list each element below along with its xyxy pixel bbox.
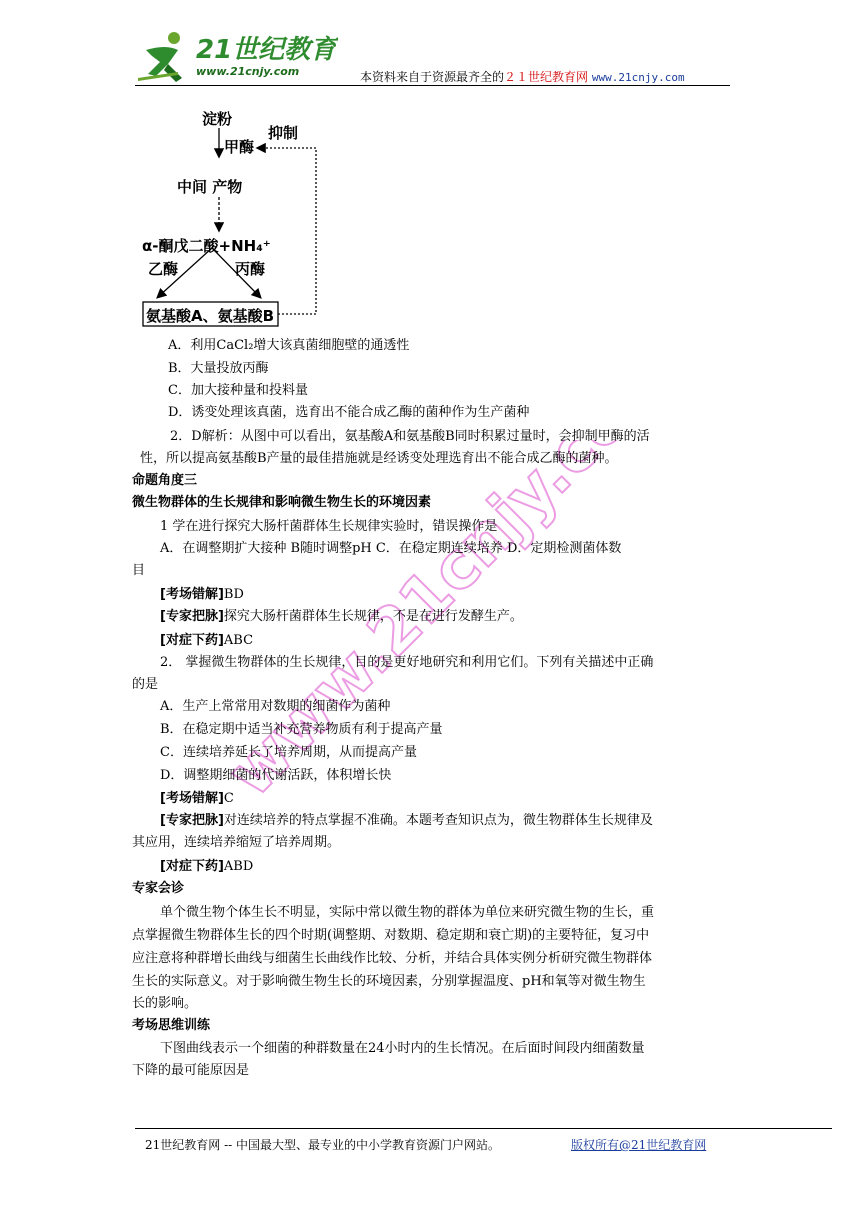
label-starch: 淀粉 — [202, 110, 233, 128]
text-line: B．在稳定期中适当补充营养物质有利于提高产量 — [160, 722, 443, 737]
footer-divider — [135, 1128, 832, 1129]
section-text: ABD — [223, 859, 254, 874]
text-line: 其应用，连续培养缩短了培养周期。 — [132, 835, 341, 850]
text-line: A．利用CaCl₂增大该真菌细胞壁的通透性 — [168, 338, 410, 353]
text-line: 2． 掌握微生物群体的生长规律，目的是更好地研究和利用它们。下列有关描述中正确 — [160, 655, 654, 670]
logo-url: www.21cnjy.com — [196, 65, 300, 78]
text-line: 长的影响。 — [132, 996, 198, 1011]
text-line: 下降的最可能原因是 — [132, 1063, 250, 1078]
text-line: 点掌握微生物群体生长的四个时期(调整期、对数期、稳定期和衰亡期)的主要特征，复习中 — [132, 928, 650, 943]
text-line: C．加大接种量和投料量 — [168, 383, 308, 398]
text-line — [160, 858, 253, 876]
section-label: [专家把脉] — [160, 609, 224, 624]
text-line: 应注意将种群增长曲线与细菌生长曲线作比较、分析，并结合具体实例分析研究微生物群体 — [132, 951, 653, 966]
section-label: [对症下药] — [160, 859, 224, 874]
text-line — [160, 586, 244, 604]
text-line: 生长的实际意义。对于影响微生物生长的环境因素，分别掌握温度、pH和氧等对微生物生 — [132, 974, 646, 989]
text-line — [160, 790, 234, 808]
text-line: A．生产上常常用对数期的细菌作为菌种 — [160, 699, 391, 714]
text-line: C．连续培养延长了培养周期，从而提高产量 — [160, 745, 417, 760]
label-inhibit: 抑制 — [268, 124, 299, 142]
section-label: [考场错解] — [160, 791, 224, 806]
label-enzyme-a: 甲酶 — [224, 138, 255, 156]
section-text: ABC — [223, 633, 254, 648]
section-label: [对症下药] — [160, 633, 224, 648]
text-line: D．调整期细菌的代谢活跃，体积增长快 — [160, 768, 392, 783]
section-label: [专家把脉] — [160, 813, 224, 828]
label-keto-acid: α-酮戊二酸+NH₄⁺ — [142, 237, 271, 255]
watermark-text: www.21cnjy.com — [215, 440, 635, 810]
label-enzyme-c: 丙酶 — [235, 260, 266, 278]
logo-text: 21世纪教育 — [196, 35, 337, 65]
text-line — [160, 608, 523, 626]
text-line: 1 学在进行探究大肠杆菌群体生长规律实验时，错误操作是 — [160, 519, 498, 534]
metabolic-pathway-diagram — [140, 100, 340, 332]
footer-copyright-link[interactable]: 版权所有@21世纪教育网 — [571, 1138, 707, 1152]
section-text: 对连续培养的特点掌握不准确。本题考查知识点为，微生物群体生长规律及 — [223, 813, 653, 828]
footer-text: 21世纪教育网 -- 中国最大型、最专业的中小学教育资源门户网站。 — [145, 1138, 501, 1152]
text-line: 目 — [132, 563, 146, 578]
text-line: 单个微生物个体生长不明显，实际中常以微生物的群体为单位来研究微生物的生长，重 — [160, 905, 655, 920]
text-line: D．诱变处理该真菌，选育出不能合成乙酶的菌种作为生产菌种 — [168, 405, 530, 420]
label-enzyme-b: 乙酶 — [148, 260, 179, 278]
text-line: 的是 — [132, 677, 159, 692]
site-logo — [138, 28, 338, 88]
diagram-arrows — [140, 100, 340, 332]
label-intermediate: 中间 产物 — [177, 178, 243, 196]
text-line: 性，所以提高氨基酸B产量的最佳措施就是经诱变处理选育出不能合成乙酶的菌种。 — [140, 451, 618, 466]
section-text: 探究大肠杆菌群体生长规律，不是在进行发酵生产。 — [223, 609, 523, 624]
text-line: 考场思维训练 — [132, 1018, 211, 1033]
header-notice — [360, 68, 685, 85]
notice-prefix: 本资料来自于资源最齐全的 — [360, 70, 505, 84]
text-line: 微生物群体的生长规律和影响微生物生长的环境因素 — [132, 495, 432, 510]
inhibition-feedback-arrow — [258, 148, 316, 314]
runner-icon — [138, 32, 182, 82]
header-divider — [135, 85, 730, 86]
section-text: BD — [223, 587, 244, 602]
notice-site[interactable]: ２１世纪教育网 — [504, 70, 589, 84]
text-line — [160, 812, 653, 830]
section-text: C — [223, 791, 234, 806]
text-line: 下图曲线表示一个细菌的种群数量在24小时内的生长情况。在后面时间段内细菌数量 — [160, 1041, 645, 1056]
text-line: 专家会诊 — [132, 881, 185, 896]
text-line: 命题角度三 — [132, 473, 198, 488]
label-amino-acids: 氨基酸A、氨基酸B — [146, 307, 275, 325]
text-line: A．在调整期扩大接种 B随时调整pH C．在稳定期连续培养 D．定期检测菌体数 — [160, 541, 622, 556]
text-line — [160, 632, 253, 650]
text-line: 2．D解析：从图中可以看出，氨基酸A和氨基酸B同时积累过量时，会抑制甲酶的活 — [170, 429, 650, 444]
notice-url[interactable]: www.21cnjy.com — [591, 71, 685, 84]
section-label: [考场错解] — [160, 587, 224, 602]
text-line: B．大量投放丙酶 — [168, 361, 269, 376]
